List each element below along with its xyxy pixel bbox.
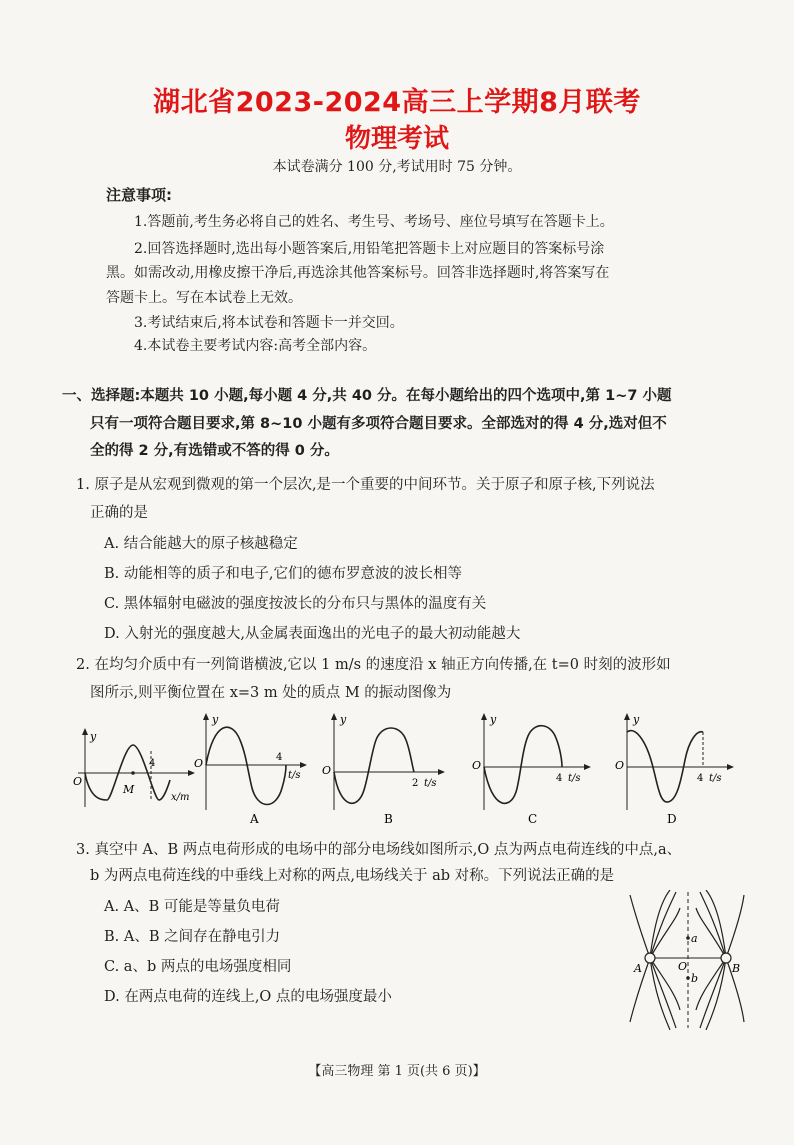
option-graph-c [470,710,595,828]
q1-option-d: D. 入射光的强度越大,从金属表面逸出的光电子的最大初动能越大 [104,626,521,642]
notice-line: 4.本试卷主要考试内容:高考全部内容。 [134,338,377,354]
point-b-label: b [691,972,699,985]
graph-c-origin: O [472,759,482,772]
graph-a-y: y [212,713,219,726]
question-2-stem: 2. 在均匀介质中有一列简谐横波,它以 1 m/s 的速度沿 x 轴正方向传播,在 t=0 时刻的波形如 [76,657,671,673]
graph-a-origin: O [194,757,204,770]
wave-tick: 4 [149,758,156,769]
notice-line: 1.答题前,考生务必将自己的姓名、考生号、考场号、座位号填写在答题卡上。 [134,214,614,230]
option-graph-b [320,710,450,828]
graph-d-origin: O [615,759,625,772]
q3-option-a: A. A、B 可能是等量负电荷 [104,899,280,915]
charge-b-label: B [732,962,741,975]
charge-a-label: A [634,962,642,975]
graph-c-t-label: t/s [568,773,581,784]
graph-a-t-label: t/s [288,770,301,781]
score-info: 本试卷满分 100 分,考试用时 75 分钟。 [272,159,522,175]
section-instruction: 全的得 2 分,有选错或不答的得 0 分。 [90,443,339,459]
question-1-stem: 正确的是 [90,505,148,521]
q3-option-c: C. a、b 两点的电场强度相同 [104,959,292,975]
field-lines-figure [626,890,746,1030]
wave-point-m: M [123,783,135,796]
exam-subtitle: 物理考试 [344,124,449,154]
page-footer: 【高三物理 第 1 页(共 6 页)】 [308,1064,486,1079]
graph-b-label: B [384,812,393,826]
graph-c-tick: 4 [556,773,563,784]
graph-d-y: y [633,713,640,726]
q1-option-a: A. 结合能越大的原子核越稳定 [104,536,298,552]
question-3-stem: 3. 真空中 A、B 两点电荷形成的电场中的部分电场线如图所示,O 点为两点电荷连线的中点,a、 [76,842,682,858]
graph-d-label: D [667,812,677,826]
question-3-stem: b 为两点电荷连线的中垂线上对称的两点,电场线关于 ab 对称。下列说法正确的是 [90,868,615,884]
q1-option-b: B. 动能相等的质子和电子,它们的德布罗意波的波长相等 [104,566,462,582]
notice-line: 2.回答选择题时,选出每小题答案后,用铅笔把答题卡上对应题目的答案标号涂 [134,241,605,257]
q3-option-d: D. 在两点电荷的连线上,O 点的电场强度最小 [104,989,392,1005]
graph-a-tick: 4 [276,752,283,763]
section-instruction: 一、选择题:本题共 10 小题,每小题 4 分,共 40 分。在每小题给出的四个选项中,第 1~7 小题 [62,388,672,404]
wave-y-label: y [90,730,97,743]
graph-b-tick: 2 [412,778,419,789]
point-a-label: a [691,932,698,945]
q3-option-b: B. A、B 之间存在静电引力 [104,929,281,945]
graph-c-label: C [528,812,538,826]
graph-a-label: A [250,812,259,826]
option-graph-d [613,710,738,828]
graph-b-y: y [340,713,347,726]
section-instruction: 只有一项符合题目要求,第 8~10 小题有多项符合题目要求。全部选对的得 4 分,选对但不 [90,416,667,432]
graph-b-origin: O [322,764,332,777]
question-2-stem: 图所示,则平衡位置在 x=3 m 处的质点 M 的振动图像为 [90,685,452,701]
notice-line: 3.考试结束后,将本试卷和答题卡一并交回。 [134,315,404,331]
notice-line: 黑。如需改动,用橡皮擦干净后,再选涂其他答案标号。回答非选择题时,将答案写在 [106,265,610,281]
exam-title: 湖北省2023-2024高三上学期8月联考 [153,87,641,118]
graph-c-y: y [490,713,497,726]
midpoint-o-label: O [678,960,688,973]
graph-b-t-label: t/s [424,778,437,789]
wave-x-axis-label: x/m [171,792,190,803]
notice-heading: 注意事项: [106,186,172,204]
wave-figure [70,725,200,810]
graph-d-t-label: t/s [709,773,722,784]
wave-origin-label: O [73,775,83,788]
q1-option-c: C. 黑体辐射电磁波的强度按波长的分布只与黑体的温度有关 [104,596,487,612]
option-graph-a [192,710,310,828]
question-1-stem: 1. 原子是从宏观到微观的第一个层次,是一个重要的中间环节。关于原子和原子核,下列说法 [76,477,655,493]
notice-line: 答题卡上。写在本试卷上无效。 [106,290,302,306]
graph-d-tick: 4 [697,773,704,784]
